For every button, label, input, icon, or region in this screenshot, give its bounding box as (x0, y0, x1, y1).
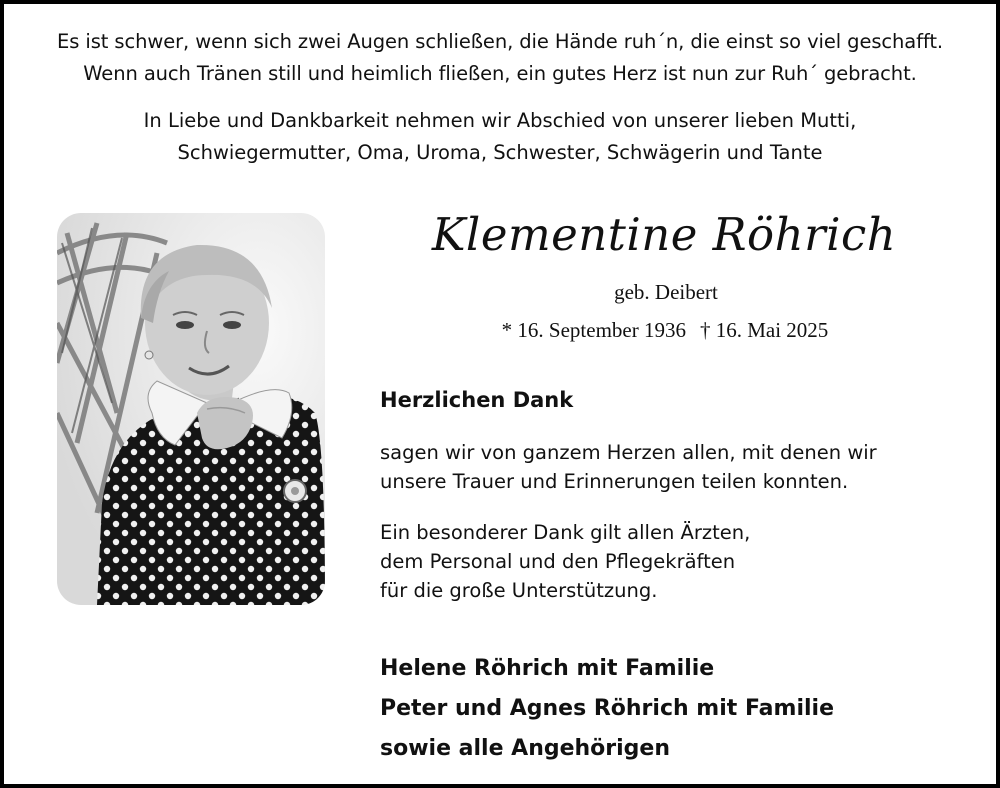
portrait-image (57, 213, 325, 605)
special-thanks-line: Ein besonderer Dank gilt allen Ärzten, (380, 521, 751, 544)
signers (380, 649, 834, 769)
verse-line: Wenn auch Tränen still und heimlich fließen, ein gutes Herz ist nun zur Ruh´ gebracht. (83, 62, 917, 85)
maiden-name: geb. Deibert (614, 280, 718, 304)
signer: Helene Röhrich mit Familie (380, 656, 715, 681)
signer: sowie alle Angehörigen (380, 736, 671, 761)
special-thanks-line: für die große Unterstützung. (380, 579, 658, 602)
deceased-name: Klementine Röhrich (431, 208, 897, 261)
signer: Peter und Agnes Röhrich mit Familie (380, 696, 834, 721)
thanks-line: unsere Trauer und Erinnerungen teilen konnten. (380, 470, 849, 493)
thanks-heading: Herzlichen Dank (380, 388, 574, 412)
special-thanks-line: dem Personal und den Pflegekräften (380, 550, 736, 573)
portrait-photo (57, 213, 325, 605)
special-thanks (380, 518, 750, 605)
life-dates (424, 316, 906, 344)
thanks-line: sagen wir von ganzem Herzen allen, mit denen wir (380, 441, 877, 464)
thanks-text (380, 438, 877, 496)
verse (4, 26, 996, 90)
intro-line: Schwiegermutter, Oma, Uroma, Schwester, Schwägerin und Tante (177, 141, 823, 164)
intro-line: In Liebe und Dankbarkeit nehmen wir Abschied von unserer lieben Mutti, (143, 109, 857, 132)
verse-line: Es ist schwer, wenn sich zwei Augen schließen, die Hände ruh´n, die einst so viel geschafft. (57, 30, 943, 53)
death-date: † 16. Mai 2025 (699, 318, 829, 342)
farewell-intro (4, 105, 996, 169)
birth-date: * 16. September 1936 (501, 318, 686, 342)
